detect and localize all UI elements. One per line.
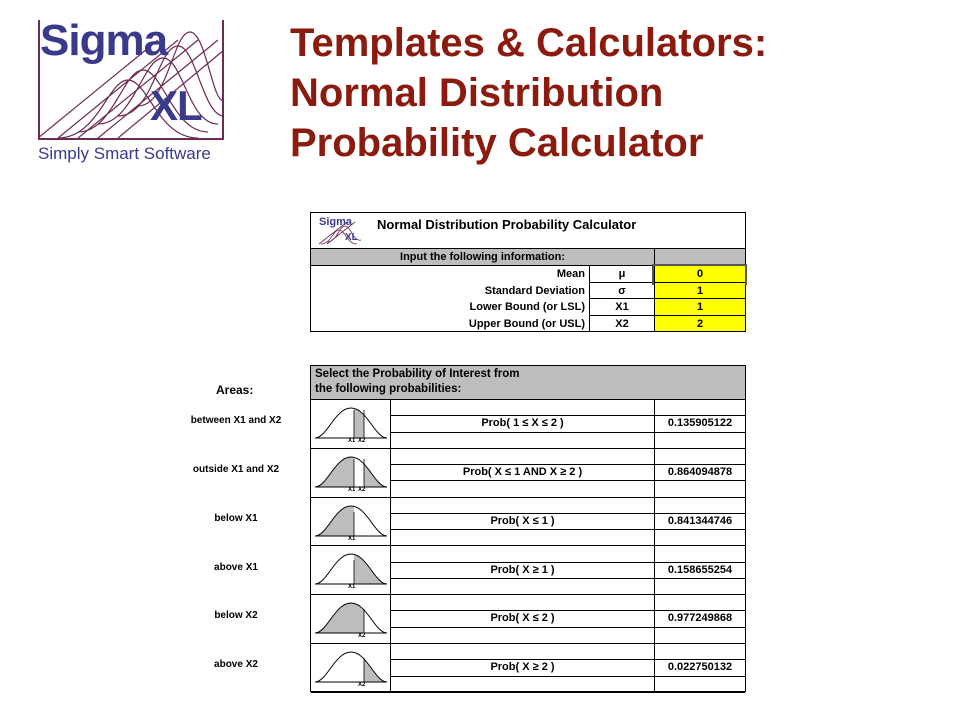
probability-value: 0.158655254 xyxy=(667,563,733,576)
area-label: below X2 xyxy=(214,610,258,622)
grid-line xyxy=(391,578,745,579)
normal-curve-icon xyxy=(311,595,391,643)
input-row xyxy=(311,266,745,283)
distribution-curve-below-x2 xyxy=(311,595,391,644)
grid-line xyxy=(391,610,745,611)
probability-header xyxy=(311,366,745,400)
grid-line xyxy=(391,415,745,416)
input-value-field[interactable]: 1 xyxy=(654,299,745,316)
probability-row xyxy=(311,498,745,547)
normal-curve-icon xyxy=(311,644,391,692)
title-line-2: Normal Distribution xyxy=(290,71,664,115)
input-header: Input the following information: xyxy=(400,251,565,263)
distribution-curve-above-x2 xyxy=(311,644,391,693)
grid-line xyxy=(391,480,745,481)
area-label: outside X1 and X2 xyxy=(192,464,280,476)
distribution-curve-above-x1 xyxy=(311,546,391,595)
probability-row xyxy=(311,400,745,449)
probability-value: 0.022750132 xyxy=(667,661,733,674)
logo-word: Sigma xyxy=(40,16,168,65)
input-label: Standard Deviation xyxy=(484,284,585,297)
curve-x2-label: X2 xyxy=(358,633,366,640)
grid-line xyxy=(391,627,745,628)
title-line-3: Probability Calculator xyxy=(290,121,704,165)
probability-header-line-2: the following probabilities: xyxy=(315,383,462,395)
areas-label: Areas: xyxy=(216,383,254,397)
calculator-heading: Normal Distribution Probability Calculator xyxy=(377,217,637,232)
area-label: below X1 xyxy=(214,512,258,524)
title-line-1: Templates & Calculators: xyxy=(290,21,768,65)
probability-row xyxy=(311,595,745,644)
curve-x1-label: X1 xyxy=(348,486,356,493)
logo-xl: XL xyxy=(150,82,202,129)
probability-header-line-1: Select the Probability of Interest from xyxy=(315,368,520,380)
input-label: Lower Bound (or LSL) xyxy=(469,301,585,313)
probability-value: 0.864094878 xyxy=(667,466,733,479)
grid-line xyxy=(391,562,745,563)
grid-line xyxy=(391,676,745,677)
input-row xyxy=(311,299,745,316)
probability-expression: Prob( X ≤ 2 ) xyxy=(490,612,555,625)
input-label: Upper Bound (or USL) xyxy=(468,317,585,330)
sigmaxl-logo xyxy=(38,16,228,170)
calculator-logo-xl: XL xyxy=(345,232,358,243)
curve-x1-label: X1 xyxy=(348,584,356,591)
input-symbol: μ xyxy=(589,266,654,283)
grid-line xyxy=(391,432,745,433)
input-row xyxy=(311,283,745,300)
distribution-curve-between xyxy=(311,400,391,449)
probability-value: 0.977249868 xyxy=(667,612,733,625)
distribution-curve-outside xyxy=(311,449,391,498)
curve-x2-label: X2 xyxy=(358,682,366,688)
grid-line xyxy=(391,464,745,465)
input-value-field[interactable]: 2 xyxy=(654,316,745,333)
probability-expression: Prob( 1 ≤ X ≤ 2 ) xyxy=(481,417,564,430)
probability-row xyxy=(311,644,745,693)
logo-tagline: Simply Smart Software xyxy=(38,144,211,163)
grid-line xyxy=(391,529,745,530)
area-label: above X2 xyxy=(214,659,258,671)
input-symbol: X2 xyxy=(589,316,654,333)
probability-expression: Prob( X ≤ 1 AND X ≥ 2 ) xyxy=(462,466,583,479)
curve-x2-label: X2 xyxy=(358,438,366,444)
calculator-logo-word: Sigma xyxy=(319,216,353,228)
area-label: above X1 xyxy=(214,561,258,573)
grid-line xyxy=(391,692,745,693)
probability-row xyxy=(311,546,745,595)
probability-table xyxy=(310,365,746,692)
curve-x1-label: X1 xyxy=(348,438,356,444)
slide-title xyxy=(290,18,930,168)
probability-row xyxy=(311,449,745,498)
curve-x2-label: X2 xyxy=(358,486,366,493)
probability-value: 0.135905122 xyxy=(667,417,733,430)
grid-line xyxy=(391,513,745,514)
area-label: between X1 and X2 xyxy=(190,415,282,427)
grid-line xyxy=(391,659,745,660)
probability-expression: Prob( X ≥ 1 ) xyxy=(490,563,555,576)
probability-expression: Prob( X ≤ 1 ) xyxy=(490,514,555,527)
curve-x1-label: X1 xyxy=(348,535,356,542)
calculator-input-table xyxy=(310,212,746,332)
distribution-curve-below-x1 xyxy=(311,498,391,547)
input-label: Mean xyxy=(556,268,585,280)
input-value-field[interactable]: 0 xyxy=(654,266,745,283)
input-row xyxy=(311,316,745,333)
probability-value: 0.841344746 xyxy=(667,514,733,527)
input-value-field[interactable]: 1 xyxy=(654,283,745,300)
probability-expression: Prob( X ≥ 2 ) xyxy=(490,661,555,674)
input-symbol: σ xyxy=(589,283,654,300)
calculator-logo xyxy=(317,216,363,246)
input-symbol: X1 xyxy=(589,299,654,316)
